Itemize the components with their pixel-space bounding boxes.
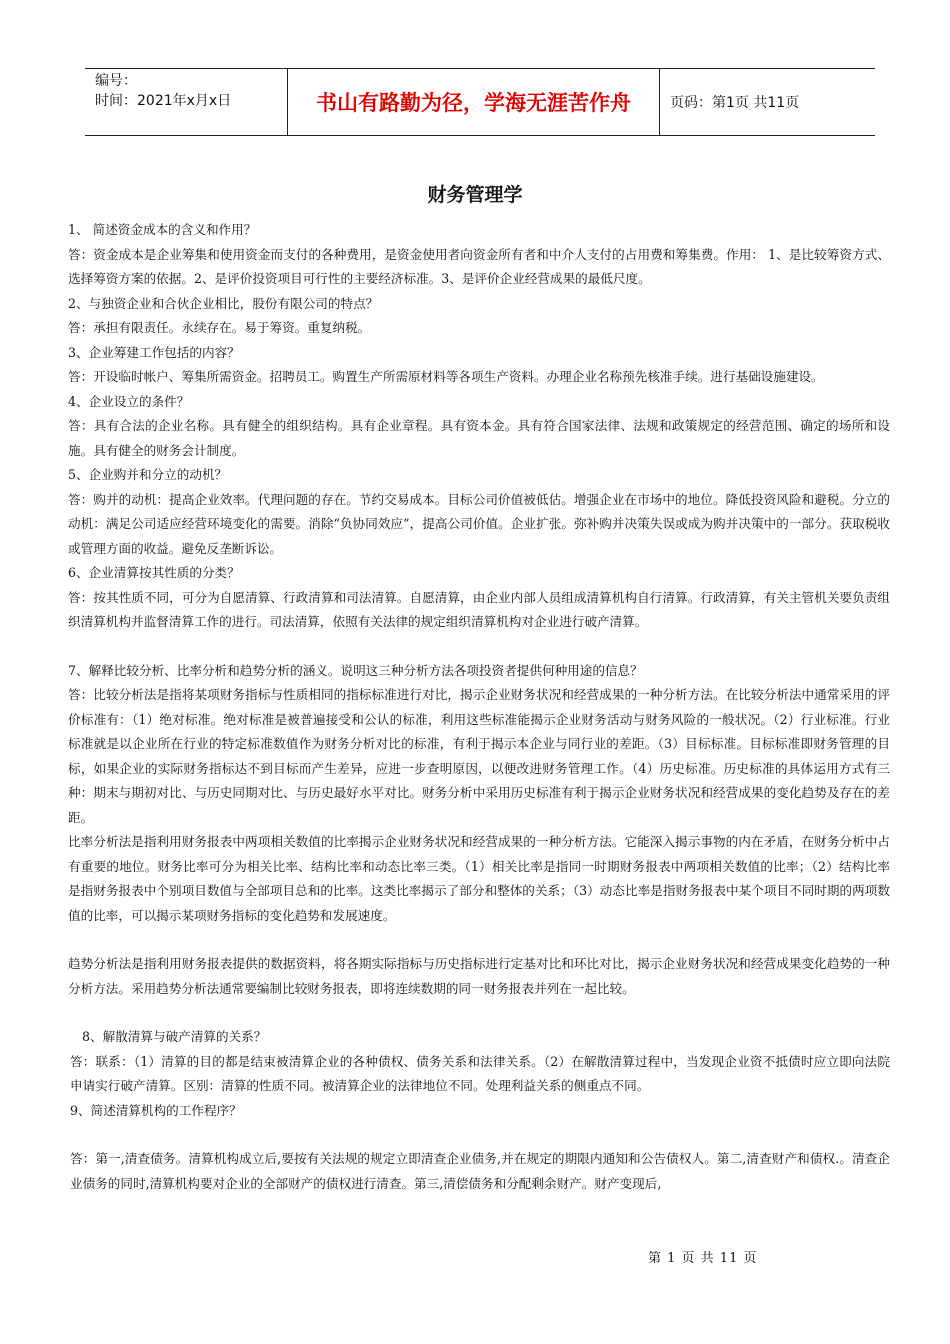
question-6: 6、企业清算按其性质的分类？ — [68, 565, 240, 580]
document-time-label: 时间：2021年x月x日 — [95, 93, 232, 109]
page-footer: 第 1 页 共 11 页 — [648, 1251, 758, 1266]
question-7: 7、解释比较分析、比率分析和趋势分析的涵义。说明这三种分析方法各项投资者提供何种用途的信息？ — [68, 662, 643, 678]
answer-6: 答：按其性质不同，可分为自愿清算、行政清算和司法清算。自愿清算，由企业内部人员组成清算机构自行清算。行政清算，有关主管机关要负责组织清算机构并监督清算工作的进行。司法清算，依照有关法律的规定组织清算机构对企业进行破产清算。 — [68, 589, 890, 629]
question-3: 3、企业筹建工作包括的内容？ — [68, 344, 240, 360]
answer-7-trend: 趋势分析法是指利用财务报表提供的数据资料，将各期实际指标与历史指标进行定基对比和环比对比，揭示企业财务状况和经营成果变化趋势的一种分析方法。采用趋势分析法通常要编制比较财务报表，即将连续数期的同一财务报表并列在一起比较。 — [68, 956, 890, 996]
document-title: 财务管理学 — [427, 184, 523, 206]
page-header — [85, 68, 875, 136]
question-9: 9、简述清算机构的工作程序？ — [70, 1102, 242, 1118]
header-page-label: 页码：第1页 共11页 — [670, 95, 800, 111]
answer-7-comparison: 答：比较分析法是指将某项财务指标与性质相同的指标标准进行对比，揭示企业财务状况和经营成果的一种分析方法。在比较分析法中通常采用的评价标准有：（1）绝对标准。绝对标准是被普遍接受和公认的标准，利用这些标准能揭示企业财务活动与财务风险的一般状况。（2）行业标准。行业标准就是以企业所在行业的特定标准数值作为财务分析对比的标准，有利于揭示本企业与同行业的差距。（3）目标标准。目标标准即财务管理的目标，如果企业的实际财务指标达不到目标而产生差异，应进一步查明原因，以便改进财务管理工作。（4）历史标准。历史标准的具体运用方式有三种：期末与期初对比、与历史同期对比、与历史最好水平对比。财务分析中采用历史标准有利于揭示企业财务状况和经营成果的变化趋势及存在的差距。 — [68, 687, 890, 825]
document-body — [68, 218, 890, 1196]
answer-4: 答：具有合法的企业名称。具有健全的组织结构。具有企业章程。具有资本金。具有符合国家法律、法规和政策规定的经营范围、确定的场所和设施。具有健全的财务会计制度。 — [68, 418, 890, 458]
answer-2: 答：承担有限责任。永续存在。易于筹资。重复纳税。 — [68, 320, 371, 335]
header-motto: 书山有路勤为径，学海无涯苦作舟 — [287, 69, 660, 135]
question-2: 2、与独资企业和合伙企业相比，股份有限公司的特点？ — [68, 295, 379, 311]
header-meta — [95, 71, 285, 111]
document-number-label: 编号： — [95, 73, 137, 89]
question-8: 8、解散清算与破产清算的关系？ — [82, 1029, 267, 1044]
answer-7-ratio: 比率分析法是指利用财务报表中两项相关数值的比率揭示企业财务状况和经营成果的一种分析方法。它能深入揭示事物的内在矛盾，在财务分析中占有重要的地位。财务比率可分为相关比率、结构比率和动态比率三类。（1）相关比率是指同一时期财务报表中两项相关数值的比率；（2）结构比率是指财务报表中个别项目数值与全部项目总和的比率。这类比率揭示了部分和整体的关系；（3）动态比率是指财务报表中某个项目不同时期的两项数值的比率，可以揭示某项财务指标的变化趋势和发展速度。 — [68, 834, 890, 923]
answer-3: 答：开设临时帐户、筹集所需资金。招聘员工。购置生产所需原材料等各项生产资料。办理企业名称预先核准手续。进行基础设施建设。 — [68, 369, 824, 384]
question-1: 1、 简述资金成本的含义和作用？ — [68, 222, 257, 237]
answer-1: 答：资金成本是企业筹集和使用资金而支付的各种费用，是资金使用者向资金所有者和中介人支付的占用费和筹集费。作用： 1、是比较筹资方式、选择筹资方案的依据。2、是评价投资项目可行性的主要经济标准。3、是评价企业经营成果的最低尺度。 — [68, 246, 890, 286]
answer-9: 答：第一,清查债务。清算机构成立后,要按有关法规的规定立即清查企业债务,并在规定的期限内通知和公告债权人。第二,清查财产和债权.。清查企业债务的同时,清算机构要对企业的全部财产的债权进行清查。第三,清偿债务和分配剩余财产。财产变现后, — [70, 1151, 890, 1191]
question-4: 4、企业设立的条件？ — [68, 393, 190, 409]
answer-5: 答：购并的动机：提高企业效率。代理问题的存在。节约交易成本。目标公司价值被低估。增强企业在市场中的地位。降低投资风险和避税。分立的动机：满足公司适应经营环境变化的需要。消除“负协同效应”，提高公司价值。企业扩张。弥补购并决策失误或成为购并决策中的一部分。获取税收或管理方面的收益。避免反垄断诉讼。 — [68, 491, 890, 556]
question-5: 5、企业购并和分立的动机？ — [68, 467, 228, 482]
answer-8: 答：联系：（1）清算的目的都是结束被清算企业的各种债权、债务关系和法律关系。（2）在解散清算过程中，当发现企业资不抵债时应立即向法院申请实行破产清算。区别：清算的性质不同。被清算企业的法律地位不同。处理利益关系的侧重点不同。 — [70, 1053, 890, 1093]
